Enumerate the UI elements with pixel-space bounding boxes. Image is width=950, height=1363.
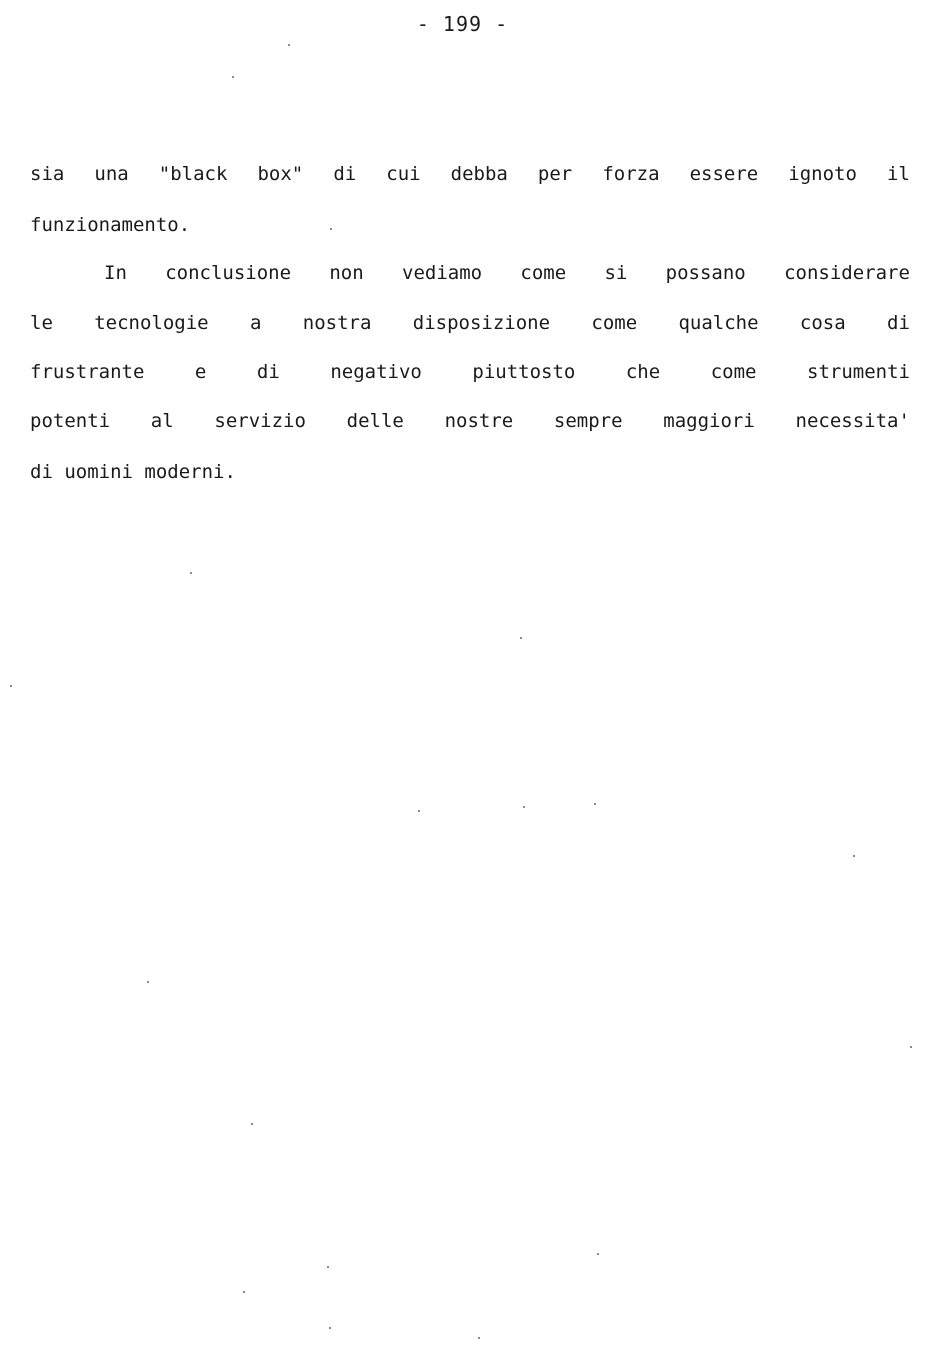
- word: essere: [689, 163, 759, 185]
- word: vediamo: [402, 262, 483, 284]
- text-line: [30, 261, 910, 285]
- word: debba: [450, 163, 508, 185]
- word: cui: [386, 163, 421, 185]
- word: che: [625, 361, 661, 383]
- word: di: [887, 312, 910, 334]
- scan-speck: [853, 855, 855, 857]
- word: al: [150, 410, 174, 432]
- word: necessita': [795, 410, 910, 432]
- word: come: [591, 312, 638, 334]
- word: maggiori: [663, 410, 755, 432]
- word: sia: [30, 163, 65, 185]
- scan-speck: [243, 1291, 245, 1293]
- word: negativo: [330, 361, 422, 383]
- word: potenti: [30, 410, 111, 432]
- scan-speck: [520, 637, 522, 639]
- text-line: [30, 409, 910, 433]
- word: come: [710, 361, 757, 383]
- scan-speck: [251, 1123, 253, 1125]
- word: box": [257, 163, 304, 185]
- scan-speck: [597, 1253, 599, 1255]
- word: frustrante: [30, 361, 145, 383]
- scan-speck: [418, 810, 420, 812]
- page-number: - 199 -: [416, 12, 509, 36]
- word: piuttosto: [472, 361, 576, 383]
- scan-speck: [523, 806, 525, 808]
- word: di: [333, 163, 357, 185]
- text-line: [30, 360, 910, 384]
- scan-speck: [232, 76, 234, 78]
- word: conclusione: [165, 262, 292, 284]
- text-line: di uomini moderni.: [30, 461, 236, 483]
- word: tecnologie: [94, 312, 209, 334]
- word: una: [94, 163, 129, 185]
- word: forza: [602, 163, 660, 185]
- word: si: [604, 262, 628, 284]
- scan-speck: [910, 1046, 912, 1048]
- scan-speck: [327, 1266, 329, 1268]
- scan-speck: [147, 981, 149, 983]
- word: strumenti: [807, 361, 910, 383]
- word: In: [104, 262, 127, 284]
- scan-speck: [478, 1337, 480, 1339]
- word: il: [886, 163, 910, 185]
- word: disposizione: [412, 312, 551, 334]
- text-line: [30, 162, 910, 186]
- text-line: [30, 311, 910, 335]
- word: servizio: [214, 410, 306, 432]
- word: nostre: [444, 410, 514, 432]
- scan-speck: [10, 685, 12, 687]
- word: ignoto: [788, 163, 857, 185]
- word: non: [329, 262, 364, 284]
- word: a: [249, 312, 262, 334]
- word: e: [194, 361, 207, 383]
- scan-speck: [288, 44, 290, 46]
- word: le: [30, 312, 53, 334]
- word: cosa: [799, 312, 846, 334]
- word: delle: [346, 410, 404, 432]
- word: considerare: [784, 262, 910, 284]
- word: "black: [158, 163, 228, 185]
- scan-speck: [594, 803, 596, 805]
- word: di: [256, 361, 280, 383]
- scan-speck: [330, 228, 332, 230]
- scan-speck: [190, 572, 192, 574]
- word: nostra: [302, 312, 372, 334]
- word: come: [520, 262, 567, 284]
- word: sempre: [553, 410, 623, 432]
- word: possano: [665, 262, 746, 284]
- text-line: funzionamento.: [30, 214, 191, 236]
- word: qualche: [678, 312, 759, 334]
- word: per: [537, 163, 573, 185]
- scan-speck: [329, 1327, 331, 1329]
